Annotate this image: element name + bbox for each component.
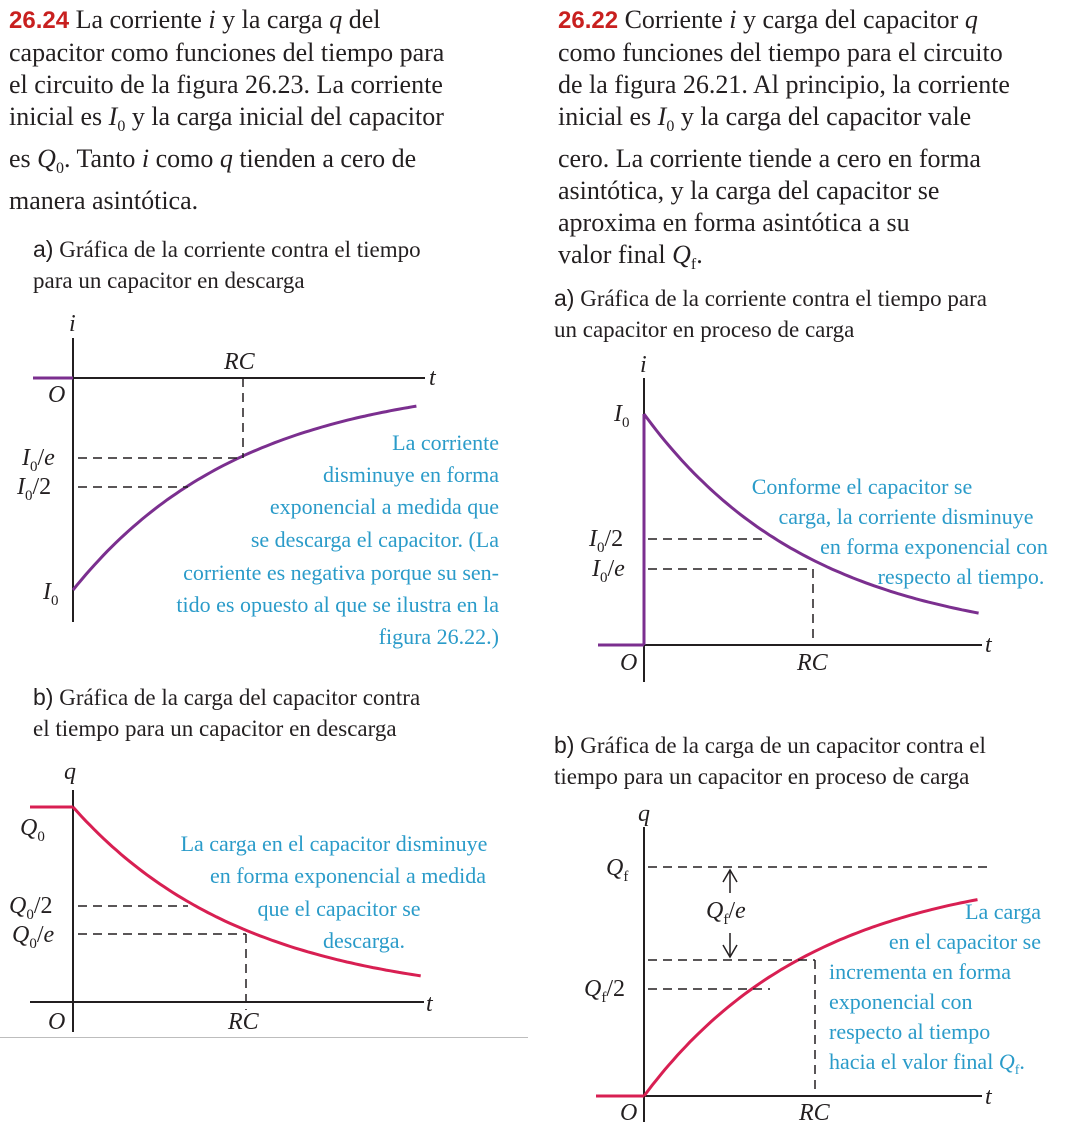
rc-label: RC [797,650,828,676]
annotation-line: respecto al tiempo. [877,564,1045,589]
annotation-line: corriente es negativa porque su sen- [183,560,499,585]
x-axis-label: t [426,991,433,1017]
annotation-line: respecto al tiempo [829,1019,991,1044]
annotation-line: en forma exponencial con [820,534,1048,559]
left-caption-line5: es $Q_0$. Tanto i como q tienden a cero de [9,144,417,178]
annotation-line: figura 26.22.) [378,624,499,649]
left-caption-line1: 26.24 La corriente i y la carga q del [9,5,381,34]
right-caption: 26.22 Corriente i y carga del capacitor q como funciones del tiempo para el circuito de la figura 26.21. Al principio, la corriente inicial es $I_0$ y la carga del capacitor vale cero. La corriente tiende a cero en forma asintótica, y la carga del capacitor se aproxima en forma asintótica a su valor final $Q_f$. [558,5,1010,274]
right-a-subtitle: a) Gráfica de la corriente contra el tiempo para un capacitor en proceso de carga [554,285,987,342]
annotation-line: en el capacitor se [888,929,1041,954]
y-axis-label: i [640,352,647,378]
y-axis-label: q [64,759,76,785]
annotation-line: Conforme el capacitor se [751,474,973,499]
annotation-line: La carga en el capacitor disminuye [180,831,488,856]
y-axis-label: q [638,801,650,827]
x-axis-label: t [985,632,992,658]
tick-label: $Q_0/e$ [12,922,55,952]
left-caption-line6: manera asintótica. [9,186,199,216]
annotation-line: se descarga el capacitor. (La [250,527,499,552]
left-caption-line2: capacitor como funciones del tiempo para [9,38,445,67]
qf-e-label: $Q_f/e$ [706,898,746,928]
origin-label: O [620,1100,638,1125]
y-axis-label: i [69,311,76,337]
figure-number: 26.22 [558,7,619,34]
annotation-line: carga, la corriente disminuye [778,504,1034,529]
x-axis-label: t [429,365,436,391]
left-caption-line3: el circuito de la figura 26.23. La corriente [9,70,443,99]
left-b-subtitle: b) Gráfica de la carga del capacitor contra el tiempo para un capacitor en descarga [33,684,421,741]
annotation-line: incrementa en forma [829,959,1012,984]
left-caption-line4: inicial es $I_0$ y la carga inicial del capacitor [9,102,444,136]
annotation-line: La corriente [392,430,499,455]
tick-label: $I_0/e$ [592,556,625,586]
annotation-line: hacia el valor final $Q_f$. [829,1049,1025,1078]
rc-label: RC [224,349,255,375]
tick-label: $I_0/2$ [589,526,624,556]
tick-label: $Q_f/2$ [584,976,626,1006]
origin-label: O [48,382,66,408]
annotation-line: que el capacitor se [257,896,421,921]
right-b-subtitle: b) Gráfica de la carga de un capacitor contra el tiempo para un capacitor en proceso de carga [554,732,986,789]
origin-label: O [48,1009,66,1035]
tick-label: $Q_0$ [20,815,45,845]
tick-label: $I_0/2$ [17,474,52,504]
tick-label: $Q_f$ [606,855,629,885]
tick-label: $I_0$ [43,579,59,609]
annotation-line: La carga [965,899,1041,924]
annotation-line: tido es opuesto al que se ilustra en la [176,592,499,617]
left-a-subtitle: a) Gráfica de la corriente contra el tiempo para un capacitor en descarga [33,236,421,293]
annotation-line: descarga. [322,928,406,953]
annotation-line: en forma exponencial a medida [209,863,487,888]
annotation-line: exponencial con [829,989,973,1014]
x-axis-label: t [985,1084,992,1110]
tick-label: $I_0$ [614,401,630,431]
annotation-line: disminuye en forma [323,462,499,487]
rc-label: RC [228,1009,259,1035]
rc-label: RC [799,1100,830,1125]
tick-label: $I_0/e$ [22,445,55,475]
origin-label: O [620,650,638,676]
annotation-line: exponencial a medida que [269,494,499,519]
tick-label: $Q_0/2$ [9,893,53,923]
figure-number: 26.24 [9,7,70,34]
